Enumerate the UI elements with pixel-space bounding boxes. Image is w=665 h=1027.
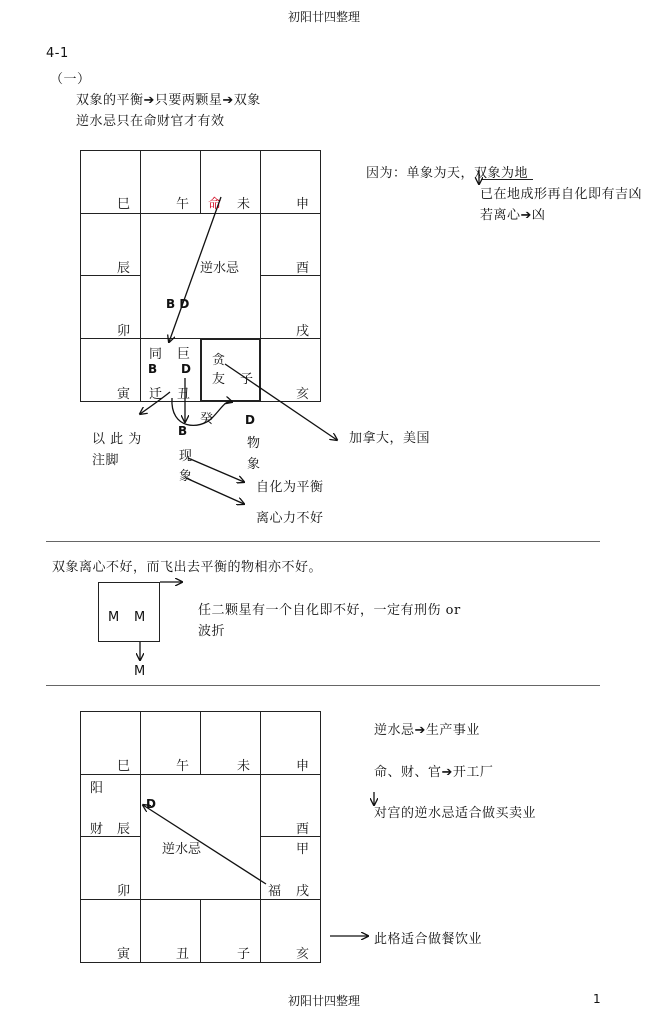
arrow-xian-to-lixin xyxy=(186,478,244,504)
chart2-d-label: D xyxy=(146,797,156,811)
notes1-zihua: 自化为平衡 xyxy=(256,480,324,495)
chart1-star-ju: 巨 xyxy=(177,347,191,362)
chart2-branch-si: 巳 xyxy=(117,759,131,774)
section2-text: 双象离心不好，而飞出去平衡的物相亦不好。 xyxy=(52,560,323,575)
chart2-branch-chen: 辰 xyxy=(117,822,131,837)
chart1-center-label: 逆水忌 xyxy=(200,261,240,276)
chart2-branch-wei: 未 xyxy=(237,759,251,774)
chart2-branch-hai: 亥 xyxy=(296,947,310,962)
chart1-branch-zi: 子 xyxy=(240,372,254,387)
chart2-branch-mao: 卯 xyxy=(117,884,131,899)
arrow-gui-curve xyxy=(172,398,232,425)
chart2-branch-wu: 午 xyxy=(176,759,190,774)
section2-m1: M xyxy=(108,610,120,625)
chart1-ming: 命 xyxy=(208,197,222,212)
notes1-canada: 加拿大，美国 xyxy=(349,431,431,446)
chart1-branch-mao: 卯 xyxy=(117,324,131,339)
chart2-center-label: 逆水忌 xyxy=(162,842,202,857)
chart1-star-qian: 迁 xyxy=(149,387,163,402)
chart2-branch-chou: 丑 xyxy=(176,947,190,962)
notes1-xian1: 现 xyxy=(179,449,193,464)
chart1-branch-xu: 戌 xyxy=(296,324,310,339)
chart2-branch-shen: 申 xyxy=(296,759,310,774)
notes1-line2: 已在地成形再自化即有吉凶 xyxy=(480,187,643,202)
notes1-wu1: 物 xyxy=(247,436,261,451)
page-footer: 初阳廿四整理 xyxy=(288,994,361,1008)
arrow-xian-to-zihua xyxy=(188,458,244,482)
chart2-branch-zi: 子 xyxy=(237,947,251,962)
notes2-line4: 此格适合做餐饮业 xyxy=(374,932,483,947)
intro-line1: 双象的平衡➔只要两颗星➔双象 xyxy=(76,93,261,108)
arrow-fu-to-d xyxy=(143,805,266,884)
chart1-bd-label: B D xyxy=(166,297,190,311)
notes1-d-label: D xyxy=(245,413,256,427)
page-number: 1 xyxy=(593,992,601,1006)
chart2-branch-you: 酉 xyxy=(296,822,310,837)
page-header: 初阳廿四整理 xyxy=(288,10,361,24)
notes2-line3: 对宫的逆水忌适合做买卖业 xyxy=(374,806,537,821)
notes1-because: 因为：单象为天，双象为地 xyxy=(366,166,529,181)
notes1-yici-a: 以 此 为 xyxy=(92,432,142,447)
chart1-branch-si: 巳 xyxy=(117,197,131,212)
chart2-fu: 福 xyxy=(268,884,282,899)
chart2-yang: 阳 xyxy=(90,781,104,796)
chart1-branch-shen: 申 xyxy=(296,197,310,212)
arrow-chou-to-note xyxy=(140,392,170,414)
notes1-gui: 癸 xyxy=(200,412,214,427)
chart1-branch-chou: 丑 xyxy=(177,387,191,402)
arrow-tan-to-canada xyxy=(225,364,337,440)
chart1-star-you: 友 xyxy=(212,372,226,387)
notes1-b-label: B xyxy=(178,424,188,438)
notes1-wu2: 象 xyxy=(247,457,261,472)
section-number: 4-1 xyxy=(46,46,69,61)
chart1-chou-d: D xyxy=(181,362,191,376)
chart2-branch-xu: 戌 xyxy=(296,884,310,899)
section-sub: （一） xyxy=(50,72,91,87)
chart1-chou-b: B xyxy=(148,362,158,376)
notes2-line1: 逆水忌➔生产事业 xyxy=(374,723,480,738)
chart2-branch-yin: 寅 xyxy=(117,947,131,962)
chart2-cai: 财 xyxy=(90,822,104,837)
notes2-line2: 命、财、官➔开工厂 xyxy=(374,765,494,780)
chart1-branch-wu: 午 xyxy=(176,197,190,212)
notes1-line3: 若离心➔凶 xyxy=(480,208,546,223)
section2-m2: M xyxy=(134,610,146,625)
section2-note2: 波折 xyxy=(198,624,226,639)
notes1-lixin: 离心力不好 xyxy=(256,511,324,526)
intro-line2: 逆水忌只在命财官才有效 xyxy=(76,114,225,129)
chart1-branch-chen: 辰 xyxy=(117,261,131,276)
notes1-yici-b: 注脚 xyxy=(92,453,120,468)
section2-m3: M xyxy=(134,664,146,679)
chart1-branch-wei: 未 xyxy=(237,197,251,212)
notes1-xian2: 象 xyxy=(179,469,193,484)
chart1-star-tan: 贪 xyxy=(212,353,226,368)
chart1-branch-hai: 亥 xyxy=(296,387,310,402)
section2-note1: 任二颗星有一个自化即不好，一定有刑伤 or xyxy=(198,603,461,618)
chart1-branch-you: 酉 xyxy=(296,261,310,276)
chart2-jia: 甲 xyxy=(296,842,310,857)
chart1-star-tong: 同 xyxy=(149,347,163,362)
arrow-ming-to-chou xyxy=(169,197,221,342)
chart1-branch-yin: 寅 xyxy=(117,387,131,402)
